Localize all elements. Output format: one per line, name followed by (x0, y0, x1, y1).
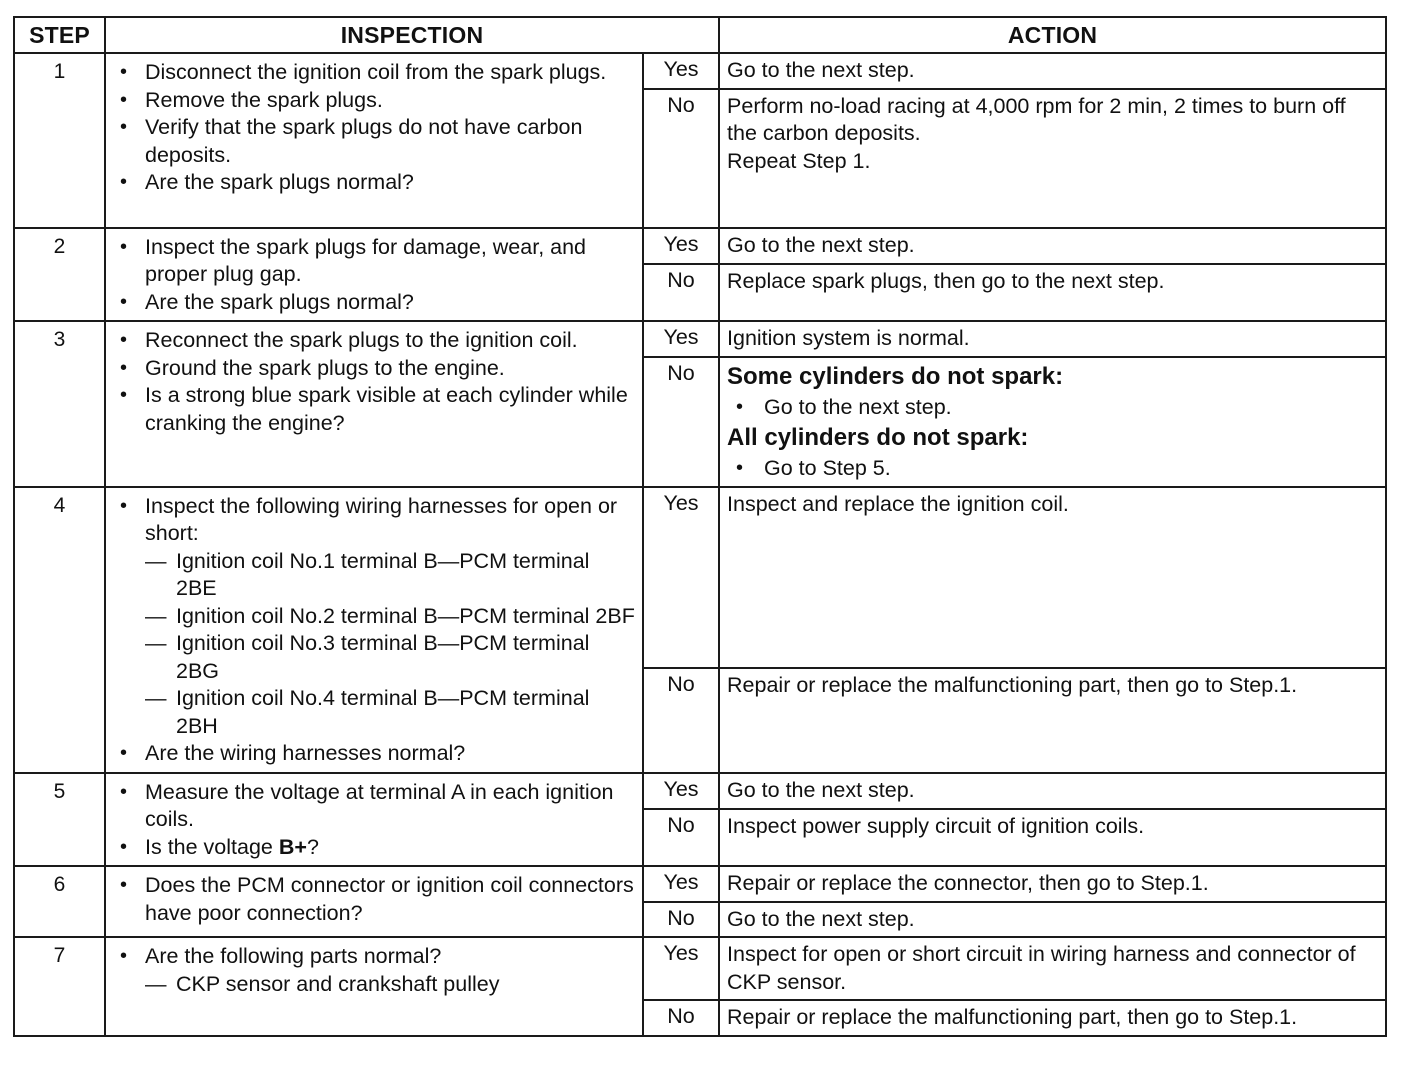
step-3-yes-row (14, 321, 1386, 357)
dash-mark: — (145, 686, 167, 710)
inspection-item: • Reconnect the spark plugs to the ignition coil. (114, 327, 636, 355)
step-7-yes-row (14, 937, 1386, 1000)
step-3-inspection (105, 321, 643, 487)
inspection-item (114, 493, 636, 741)
inspection-item (114, 834, 636, 862)
inspection-intro: • Inspect the following wiring harnesses for open or short: (145, 493, 618, 545)
inspection-item: • Are the spark plugs normal? (114, 289, 636, 317)
harness-item (145, 685, 636, 740)
all-cylinders-heading: All cylinders do not spark: (727, 423, 1029, 451)
step-5-number: 5 (14, 773, 105, 867)
step-2-no-label: No (643, 264, 719, 321)
inspection-item: • Inspect the spark plugs for damage, wear, and proper plug gap. (114, 234, 636, 289)
step-7-yes-label: Yes (643, 937, 719, 1000)
step-1-no-label: No (643, 89, 719, 228)
inspection-item (114, 943, 636, 998)
step-4-number: 4 (14, 487, 105, 773)
inspection-intro: • Are the following parts normal? (145, 944, 442, 968)
action-line: Repeat Step 1. (727, 148, 871, 173)
step-2-yes-label: Yes (643, 228, 719, 265)
step-7-yes-action: Inspect for open or short circuit in wiring harness and connector of CKP sensor. (719, 937, 1386, 1000)
step-5-yes-action: Go to the next step. (719, 773, 1386, 809)
action-item: • Go to Step 5. (727, 453, 1381, 483)
step-5-inspection (105, 773, 643, 867)
dash-mark: — (145, 603, 167, 628)
harness-item (145, 548, 636, 603)
step-5-yes-row (14, 773, 1386, 809)
step-4-yes-action: Inspect and replace the ignition coil. (719, 487, 1386, 669)
header-action: ACTION (719, 17, 1386, 53)
action-item: • Go to the next step. (727, 392, 1381, 422)
inspection-item: • Is a strong blue spark visible at each cylinder while cranking the engine? (114, 382, 636, 437)
step-2-yes-action: Go to the next step. (719, 228, 1386, 265)
header-step: STEP (14, 17, 105, 53)
step-1-yes-row (14, 53, 1386, 89)
step-4-yes-label: Yes (643, 487, 719, 669)
step-5-no-label: No (643, 809, 719, 866)
step-1-number: 1 (14, 53, 105, 228)
voltage-value: B+ (278, 834, 307, 859)
dash-mark: — (145, 971, 167, 996)
question-text: Is the voltage (145, 834, 279, 859)
some-cylinders-heading: Some cylinders do not spark: (727, 362, 1064, 390)
step-4-yes-row (14, 487, 1386, 669)
step-7-inspection (105, 937, 643, 1036)
step-4-inspection (105, 487, 643, 773)
inspection-item: • Disconnect the ignition coil from the spark plugs. (114, 59, 636, 87)
header-inspection: INSPECTION (105, 17, 719, 53)
question-mark: ? (306, 834, 319, 859)
inspection-item: • Does the PCM connector or ignition coil connectors have poor connection? (114, 872, 636, 927)
step-7-number: 7 (14, 937, 105, 1036)
step-6-number: 6 (14, 866, 105, 937)
step-3-no-action (719, 357, 1386, 487)
step-3-number: 3 (14, 321, 105, 487)
part-text: CKP sensor and crankshaft pulley (176, 971, 500, 996)
diagnostic-table (13, 16, 1387, 1037)
harness-text: Ignition coil No.4 terminal B—PCM terminal 2BH (176, 686, 590, 738)
harness-text: Ignition coil No.1 terminal B—PCM terminal 2BE (176, 548, 590, 600)
step-3-yes-label: Yes (643, 321, 719, 357)
harness-text: Ignition coil No.2 terminal B—PCM terminal 2BF (176, 603, 635, 628)
step-7-no-action: Repair or replace the malfunctioning part, then go to Step.1. (719, 1000, 1386, 1036)
step-2-no-action: Replace spark plugs, then go to the next step. (719, 264, 1386, 321)
step-2-number: 2 (14, 228, 105, 322)
step-1-yes-label: Yes (643, 53, 719, 89)
step-1-yes-action: Go to the next step. (719, 53, 1386, 89)
inspection-item: • Measure the voltage at terminal A in each ignition coils. (114, 779, 636, 834)
step-6-yes-action: Repair or replace the connector, then go to Step.1. (719, 866, 1386, 902)
step-6-no-action: Go to the next step. (719, 902, 1386, 938)
harness-item (145, 630, 636, 685)
step-1-inspection (105, 53, 643, 228)
step-4-no-label: No (643, 668, 719, 772)
step-6-yes-row (14, 866, 1386, 902)
part-item (145, 971, 636, 999)
harness-item (145, 603, 636, 631)
step-6-no-label: No (643, 902, 719, 938)
step-5-yes-label: Yes (643, 773, 719, 809)
step-7-no-label: No (643, 1000, 719, 1036)
step-1-no-action (719, 89, 1386, 228)
inspection-item: • Are the wiring harnesses normal? (114, 740, 636, 768)
inspection-item: • Are the spark plugs normal? (114, 169, 636, 197)
dash-mark: — (145, 548, 167, 573)
step-6-inspection (105, 866, 643, 937)
step-3-yes-action: Ignition system is normal. (719, 321, 1386, 357)
step-6-yes-label: Yes (643, 866, 719, 902)
step-2-inspection (105, 228, 643, 322)
step-3-no-label: No (643, 357, 719, 487)
inspection-item: • Ground the spark plugs to the engine. (114, 355, 636, 383)
action-line: Perform no-load racing at 4,000 rpm for 2 min, 2 times to burn off the carbon deposits. (727, 93, 1346, 145)
dash-mark: — (145, 631, 167, 655)
inspection-item: • Verify that the spark plugs do not have carbon deposits. (114, 114, 636, 169)
step-5-no-action: Inspect power supply circuit of ignition coils. (719, 809, 1386, 866)
header-row (14, 17, 1386, 53)
harness-text: Ignition coil No.3 terminal B—PCM terminal 2BG (176, 631, 590, 683)
step-4-no-action: Repair or replace the malfunctioning part, then go to Step.1. (719, 668, 1386, 772)
inspection-item: • Remove the spark plugs. (114, 87, 636, 115)
step-2-yes-row (14, 228, 1386, 265)
